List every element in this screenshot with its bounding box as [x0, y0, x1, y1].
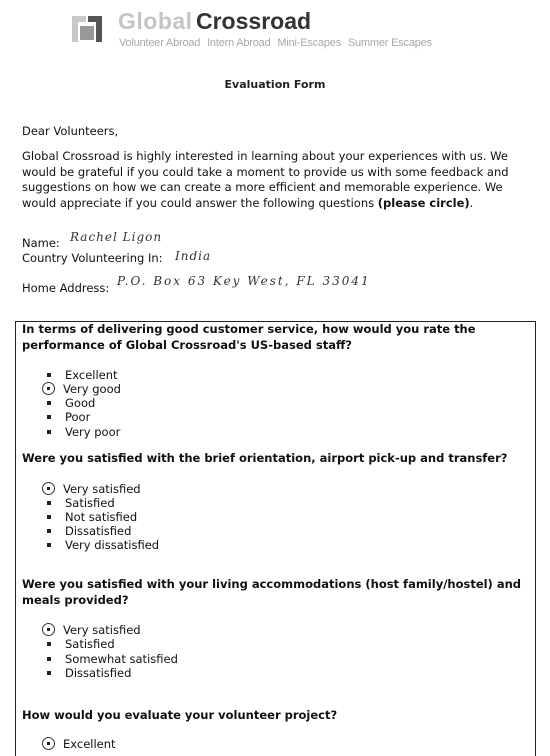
option-label: Very dissatisfied: [65, 538, 160, 552]
bullet-icon: [47, 543, 51, 547]
option-q2-not-satisfied[interactable]: [47, 510, 137, 524]
bullet-icon: [47, 671, 51, 675]
option-q4-excellent[interactable]: [47, 737, 116, 751]
option-q2-very-dissatisfied[interactable]: [47, 538, 159, 552]
bullet-icon: [47, 430, 51, 434]
option-label: Very satisfied: [63, 482, 141, 496]
arrow-logo-icon: [68, 12, 106, 46]
intro-end: .: [469, 195, 474, 210]
bullet-icon: [47, 642, 51, 646]
option-q3-very-satisfied[interactable]: [47, 623, 141, 637]
option-label: Good: [65, 396, 96, 410]
option-q3-satisfied[interactable]: [47, 637, 115, 651]
circled-bullet-icon: [42, 737, 55, 750]
bullet-icon: [47, 373, 51, 377]
country-value[interactable]: India: [175, 249, 212, 263]
bullet-icon: [47, 529, 51, 533]
option-label: Very poor: [65, 425, 121, 439]
question-2: Were you satisfied with the brief orientation, airport pick-up and transfer?: [22, 451, 508, 465]
bullet-icon: [47, 415, 51, 419]
country-label: Country Volunteering In:: [22, 251, 163, 265]
question-1: In terms of delivering good customer service, how would you rate the performance of Global Crossroad's US-based staff?: [22, 322, 476, 352]
option-label: Satisfied: [65, 637, 115, 651]
option-label: Not satisfied: [65, 510, 138, 524]
option-q2-dissatisfied[interactable]: [47, 524, 131, 538]
tagline-item: Mini-Escapes: [277, 37, 341, 49]
bullet-icon: [47, 401, 51, 405]
option-q1-poor[interactable]: [47, 410, 90, 424]
option-q3-somewhat-satisfied[interactable]: [47, 652, 178, 666]
name-label: Name:: [22, 236, 60, 250]
form-title: Evaluation Form: [224, 78, 326, 91]
intro-paragraph: [22, 149, 527, 211]
bullet-icon: [47, 501, 51, 505]
option-q1-good[interactable]: [47, 396, 95, 410]
question-3: Were you satisfied with your living accommodations (host family/hostel) and meals provided?: [22, 577, 521, 607]
intro-emphasis: (please circle): [377, 195, 470, 210]
option-q1-very-good[interactable]: [47, 382, 121, 396]
option-q2-satisfied[interactable]: [47, 496, 115, 510]
option-label: Very satisfied: [63, 623, 141, 637]
option-label: Dissatisfied: [65, 524, 132, 538]
address-label: Home Address:: [22, 281, 110, 295]
option-q3-dissatisfied[interactable]: [47, 666, 131, 680]
brand-name-crossroad: Crossroad: [196, 8, 312, 34]
bullet-icon: [47, 657, 51, 661]
circled-bullet-icon: [42, 623, 55, 636]
circled-bullet-icon: [42, 382, 55, 395]
option-label: Excellent: [63, 737, 116, 751]
option-label: Somewhat satisfied: [65, 652, 178, 666]
tagline-item: Intern Abroad: [207, 37, 271, 49]
question-4: How would you evaluate your volunteer project?: [22, 708, 338, 722]
brand-name-global: Global: [118, 8, 193, 34]
option-label: Satisfied: [65, 496, 115, 510]
greeting: Dear Volunteers,: [22, 124, 119, 138]
option-label: Very good: [63, 382, 121, 396]
intro-text: Global Crossroad is highly interested in learning about your experiences with us. We would be grateful if you could take a moment to provide us with some feedback and suggestions on how we can create a more efficient and memorable experience. We would appreciate if you could answer the following questions: [22, 149, 509, 210]
option-q2-very-satisfied[interactable]: [47, 482, 141, 496]
bullet-icon: [47, 515, 51, 519]
option-q1-very-poor[interactable]: [47, 425, 120, 439]
tagline-item: Summer Escapes: [347, 37, 432, 49]
tagline-item: Volunteer Abroad: [119, 37, 201, 49]
address-value[interactable]: P.O. Box 63 Key West, FL 33041: [117, 274, 371, 288]
circled-bullet-icon: [42, 482, 55, 495]
option-label: Poor: [65, 410, 91, 424]
option-label: Dissatisfied: [65, 666, 132, 680]
option-label: Excellent: [65, 368, 118, 382]
option-q1-excellent[interactable]: [47, 368, 118, 382]
name-value[interactable]: Rachel Ligon: [70, 230, 163, 244]
brand-tagline: [119, 37, 436, 49]
